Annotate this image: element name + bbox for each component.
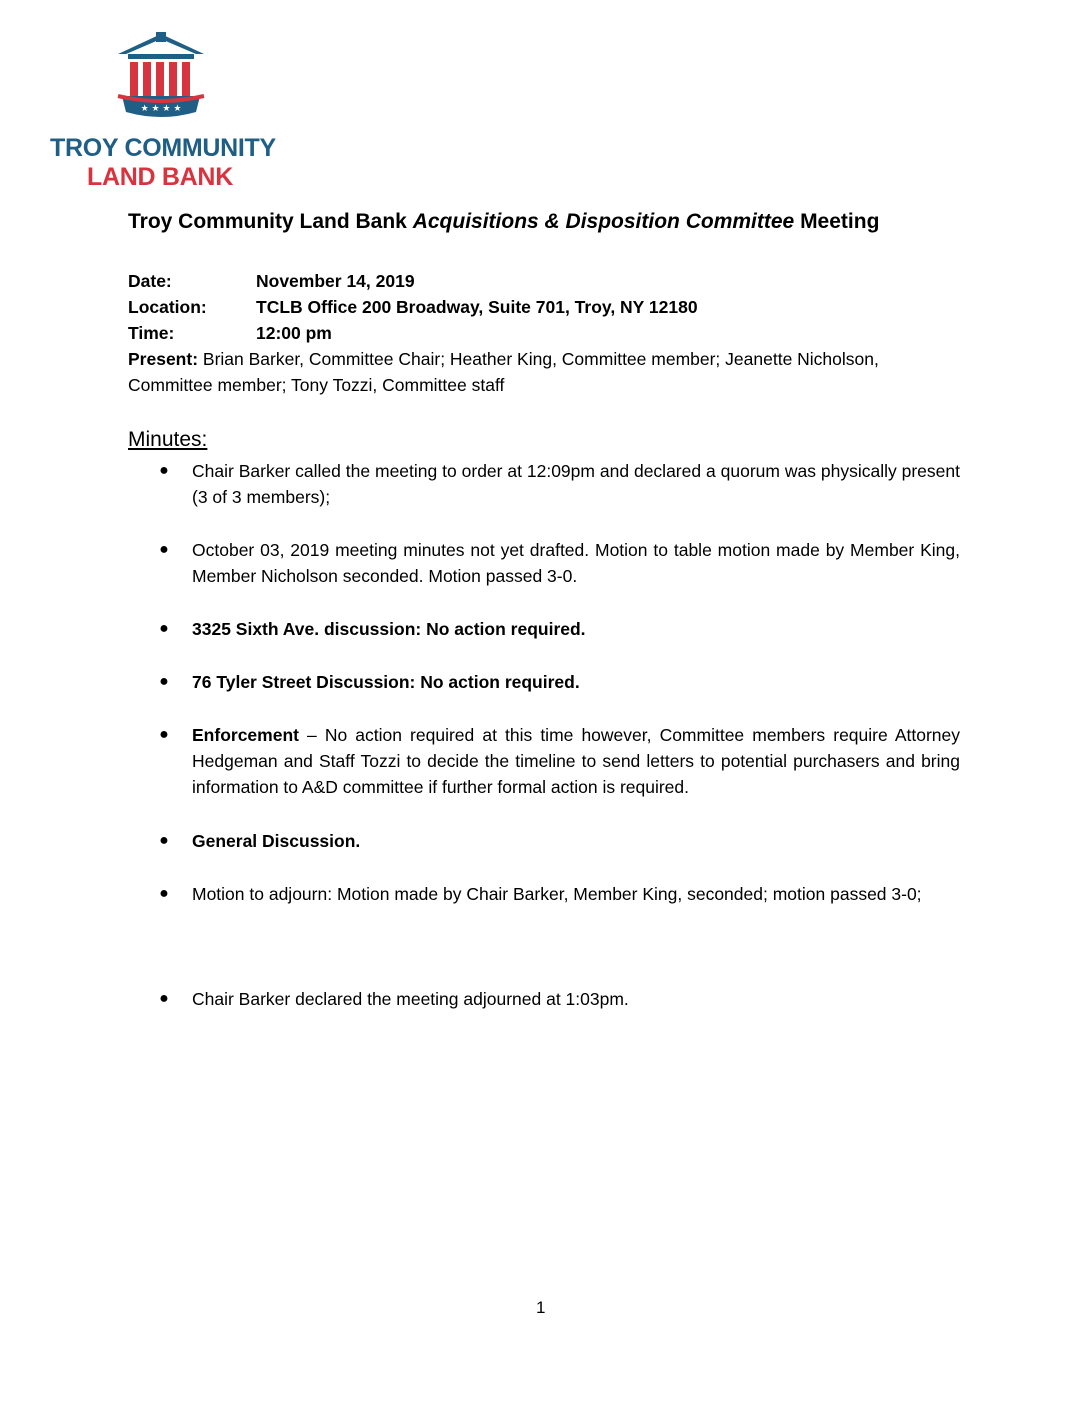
time-value: 12:00 pm: [256, 323, 332, 343]
present-label: Present:: [128, 349, 199, 369]
item-bold: Enforcement: [192, 725, 299, 745]
list-item: [158, 881, 960, 907]
list-item: [158, 986, 960, 1012]
logo-text-line1: TROY COMMUNITY: [50, 134, 276, 162]
minutes-heading: Minutes:: [128, 428, 208, 451]
title-prefix: Troy Community Land Bank: [128, 210, 413, 233]
date-row: [128, 268, 968, 294]
item-text: – No action required at this time however, Committee members require Attorney Hedgeman and Staff Tozzi to decide the timeline to send letters to potential purchasers and bring information to A&D committee if further formal action is required.: [192, 725, 960, 797]
present-row: [128, 346, 962, 398]
bullet-icon: ●: [159, 832, 169, 849]
date-label: Date:: [128, 271, 172, 291]
title-committee-name: Acquisitions & Disposition Committee: [412, 210, 795, 233]
bullet-icon: ●: [159, 541, 169, 558]
location-value: TCLB Office 200 Broadway, Suite 701, Troy, NY 12180: [256, 297, 698, 317]
present-value: Brian Barker, Committee Chair; Heather King, Committee member; Jeanette Nicholson, Committee member; Tony Tozzi, Committee staff: [128, 349, 879, 395]
document-title: [128, 210, 988, 234]
list-item: [158, 537, 960, 589]
meeting-details: [128, 268, 968, 398]
bullet-icon: ●: [159, 620, 169, 637]
location-row: [128, 294, 968, 320]
bullet-icon: ●: [159, 990, 169, 1007]
list-item: [158, 616, 960, 642]
capitol-dome-icon: [116, 32, 206, 118]
list-item: [158, 828, 960, 854]
list-item: [158, 722, 960, 800]
item-bold: General Discussion.: [192, 831, 361, 851]
logo: [50, 30, 280, 190]
title-suffix: Meeting: [794, 210, 880, 233]
bullet-icon: ●: [159, 462, 169, 479]
date-value: November 14, 2019: [256, 271, 415, 291]
item-text: Chair Barker declared the meeting adjourned at 1:03pm.: [192, 989, 629, 1009]
item-text: Motion to adjourn: Motion made by Chair Barker, Member King, seconded; motion passed 3-0;: [192, 884, 922, 904]
item-bold: 3325 Sixth Ave. discussion: No action required.: [192, 619, 586, 639]
item-text: October 03, 2019 meeting minutes not yet drafted. Motion to table motion made by Member King, Member Nicholson seconded. Motion passed 3-0.: [192, 540, 960, 586]
item-bold: 76 Tyler Street Discussion: No action required.: [192, 672, 580, 692]
bullet-icon: ●: [159, 726, 169, 743]
location-label: Location:: [128, 297, 207, 317]
logo-text-line2: LAND BANK: [87, 163, 233, 191]
time-label: Time:: [128, 323, 175, 343]
bullet-icon: ●: [159, 673, 169, 690]
time-row: [128, 320, 968, 346]
svg-text:★ ★ ★ ★: ★ ★ ★ ★: [140, 104, 182, 114]
page-number: 1: [536, 1298, 546, 1317]
list-item: [158, 669, 960, 695]
bullet-icon: ●: [159, 885, 169, 902]
list-item: [158, 458, 960, 510]
item-text: Chair Barker called the meeting to order at 12:09pm and declared a quorum was physically present (3 of 3 members);: [192, 461, 960, 507]
